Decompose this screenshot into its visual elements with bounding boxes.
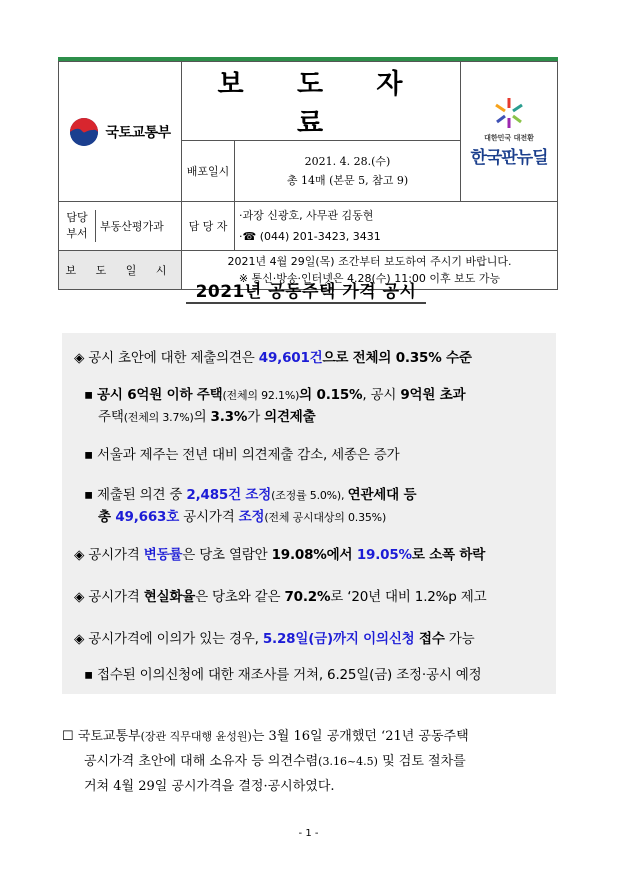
page-number: - 1 -: [298, 828, 319, 839]
summary-text: 로 소폭 하락: [411, 547, 486, 563]
summary-text: (전체의 92.1%): [222, 389, 300, 402]
summary-sub-1-cont: [98, 405, 316, 425]
summary-text: 가능: [444, 631, 475, 647]
paragraph-text: (장관 직무대행 윤성원): [140, 730, 252, 743]
new-deal-wordmark: 한국판뉴딜: [470, 147, 548, 168]
summary-text: 공시가격: [88, 589, 144, 605]
summary-text: 현실화율: [143, 589, 196, 605]
release-date-cell: [235, 141, 461, 202]
summary-text: 총: [98, 509, 116, 525]
summary-text: 제출된 의견 중: [97, 487, 187, 503]
paragraph-text: (3.16~4.5): [318, 755, 378, 768]
checkbox-bullet-icon: ☐: [62, 729, 74, 744]
summary-text: 로 ‘20년 대비 1.2%p 제고: [330, 589, 487, 605]
summary-sub-4: [84, 663, 481, 683]
ministry-emblem-icon: [69, 117, 99, 147]
summary-sub-3: [84, 483, 416, 503]
change-rate: 19.05%: [356, 547, 412, 563]
summary-text: 접수된 이의신청에 대한 재조사를 거쳐, 6.25일(금) 조정·공시 예정: [97, 667, 482, 683]
square-bullet-icon: ▪: [84, 487, 93, 503]
summary-text: 공시가격에 이의가 있는 경우,: [88, 631, 263, 647]
summary-text: 변동률: [143, 547, 183, 563]
adjusted-count: 2,485건 조정: [186, 487, 272, 503]
paragraph-line-1: [62, 724, 558, 749]
korean-new-deal-logo-cell: [461, 62, 558, 202]
ministry-name: 국토교통부: [105, 124, 171, 141]
diamond-bullet-icon: ◈: [74, 631, 85, 647]
dept-value: 부동산평가과: [100, 220, 164, 233]
summary-text: 공시가격: [179, 509, 239, 525]
release-date-label: 배포일시: [182, 141, 235, 202]
embargo-line-2: ※ 통신·방송·인터넷은 4.28(수) 11:00 이후 보도 가능: [238, 272, 501, 285]
ministry-logo-cell: [59, 62, 182, 202]
objection-count: 49,601건: [258, 350, 323, 366]
summary-text: 3.3%: [210, 409, 248, 425]
new-deal-emblem-icon: [492, 96, 526, 130]
square-bullet-icon: ▪: [84, 667, 93, 683]
realization-rate: 70.2%: [284, 589, 331, 605]
summary-text: 가: [247, 409, 265, 425]
contact-label: 담 당 자: [182, 202, 235, 251]
diamond-bullet-icon: ◈: [74, 350, 85, 366]
summary-text: (전체 공시대상의 0.35%): [264, 511, 387, 524]
summary-text: 19.08%에서: [271, 547, 357, 563]
summary-text: 9억원 초과: [400, 387, 466, 403]
summary-text: 주택: [98, 409, 124, 425]
summary-sub-2: [84, 443, 399, 463]
press-release-header-table: [58, 61, 558, 290]
summary-text: , 공시: [362, 387, 401, 403]
summary-text: 의 0.15%: [299, 387, 363, 403]
summary-bullet-1: [74, 346, 472, 366]
summary-text: 공시 6억원 이하 주택: [97, 387, 223, 403]
summary-text: 연관세대 등: [347, 487, 417, 503]
summary-text: 의견제출: [264, 409, 316, 425]
summary-sub-3-cont: [98, 505, 386, 525]
paragraph-text: 는 3월 16일 공개했던 ‘21년 공동주택: [251, 729, 469, 744]
contact-phone: ·☎ (044) 201-3423, 3431: [239, 230, 381, 243]
dept-cell: [59, 202, 182, 251]
summary-text: 조정: [238, 509, 265, 525]
summary-text: 으로 전체의 0.35% 수준: [322, 350, 472, 366]
summary-text: (전체의 3.7%): [123, 411, 194, 424]
contact-names: ·과장 신광호, 사무관 김동현: [239, 209, 374, 222]
paragraph-text: 국토교통부: [77, 729, 141, 744]
summary-sub-1: [84, 383, 465, 403]
body-paragraph: [62, 724, 558, 799]
contact-info-cell: [235, 202, 558, 251]
square-bullet-icon: ▪: [84, 447, 93, 463]
summary-text: 서울과 제주는 전년 대비 의견제출 감소, 세종은 증가: [97, 447, 400, 463]
new-deal-tagline: 대한민국 대전환: [484, 133, 534, 142]
page-headline: 2021년 공동주택 가격 공시: [195, 282, 417, 302]
press-release-title: 보 도 자 료: [182, 62, 461, 141]
headline-underline: [186, 302, 426, 304]
paragraph-line-3: 거쳐 4월 29일 공시가격을 결정·공시하였다.: [84, 779, 335, 794]
dept-label: 담당 부서: [59, 210, 96, 242]
square-bullet-icon: ▪: [84, 387, 93, 403]
objection-deadline: 5.28일(금)까지 이의신청: [262, 631, 415, 647]
summary-box: [62, 333, 556, 694]
summary-bullet-3: [74, 585, 486, 605]
release-date: 2021. 4. 28.(수): [304, 155, 391, 168]
summary-text: 공시 초안에 대한 제출의견은: [88, 350, 259, 366]
adjusted-households: 49,663호: [115, 509, 180, 525]
diamond-bullet-icon: ◈: [74, 547, 85, 563]
paragraph-text: 및 검토 절차를: [377, 754, 466, 769]
release-page-count: 총 14매 (본문 5, 참고 9): [286, 174, 409, 187]
summary-bullet-2: [74, 543, 485, 563]
paragraph-line-2: [62, 749, 558, 774]
diamond-bullet-icon: ◈: [74, 589, 85, 605]
embargo-line-1: 2021년 4월 29일(목) 조간부터 보도하여 주시기 바랍니다.: [227, 255, 512, 268]
summary-text: 접수: [414, 631, 445, 647]
summary-text: 의: [193, 409, 211, 425]
embargo-label: 보 도 일 시: [59, 251, 182, 290]
summary-text: 공시가격: [88, 547, 144, 563]
summary-bullet-4: [74, 627, 475, 647]
summary-text: (조정률 5.0%),: [271, 489, 348, 502]
summary-text: 은 당초와 같은: [195, 589, 285, 605]
summary-text: 은 당초 열람안: [182, 547, 272, 563]
paragraph-text: 공시가격 초안에 대해 소유자 등 의견수렴: [84, 754, 319, 769]
